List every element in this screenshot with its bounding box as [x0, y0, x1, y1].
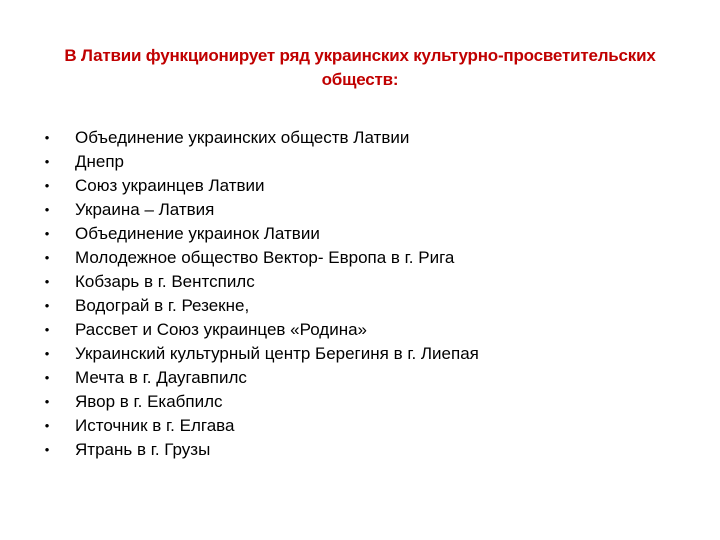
list-item-text: Кобзарь в г. Вентспилс [75, 272, 255, 291]
list-item-text: Ятрань в г. Грузы [75, 440, 211, 459]
bullet-icon: • [44, 250, 50, 265]
bullet-icon: • [44, 274, 50, 289]
list-item-text: Явор в г. Екабпилс [75, 392, 223, 411]
bullet-icon: • [44, 442, 50, 457]
bullet-icon: • [44, 130, 50, 145]
list-item-text: Объединение украинских обществ Латвии [75, 128, 410, 147]
bullet-icon: • [44, 298, 50, 313]
slide-title: В Латвии функционирует ряд украинских культурно-просветительских обществ: [64, 46, 656, 89]
list-item-text: Молодежное общество Вектор- Европа в г. Рига [75, 248, 455, 267]
bullet-icon: • [44, 178, 50, 193]
list-item-text: Источник в г. Елгава [75, 416, 235, 435]
list-item-text: Водограй в г. Резекне, [75, 296, 250, 315]
bullet-icon: • [44, 154, 50, 169]
bullet-icon: • [44, 418, 50, 433]
bullet-icon: • [44, 202, 50, 217]
bullet-icon: • [44, 394, 50, 409]
list-item-text: Союз украинцев Латвии [75, 176, 265, 195]
list-item-text: Рассвет и Союз украинцев «Родина» [75, 320, 368, 339]
bullet-icon: • [44, 226, 50, 241]
bullet-icon: • [44, 346, 50, 361]
list-item-text: Днепр [75, 152, 125, 171]
list-item-text: Объединение украинок Латвии [75, 224, 320, 243]
list-item-text: Украина – Латвия [75, 200, 215, 219]
list-item-text: Украинский культурный центр Берегиня в г. Лиепая [75, 344, 479, 363]
bullet-icon: • [44, 322, 50, 337]
bullet-icon: • [44, 370, 50, 385]
list-item-text: Мечта в г. Даугавпилс [75, 368, 247, 387]
